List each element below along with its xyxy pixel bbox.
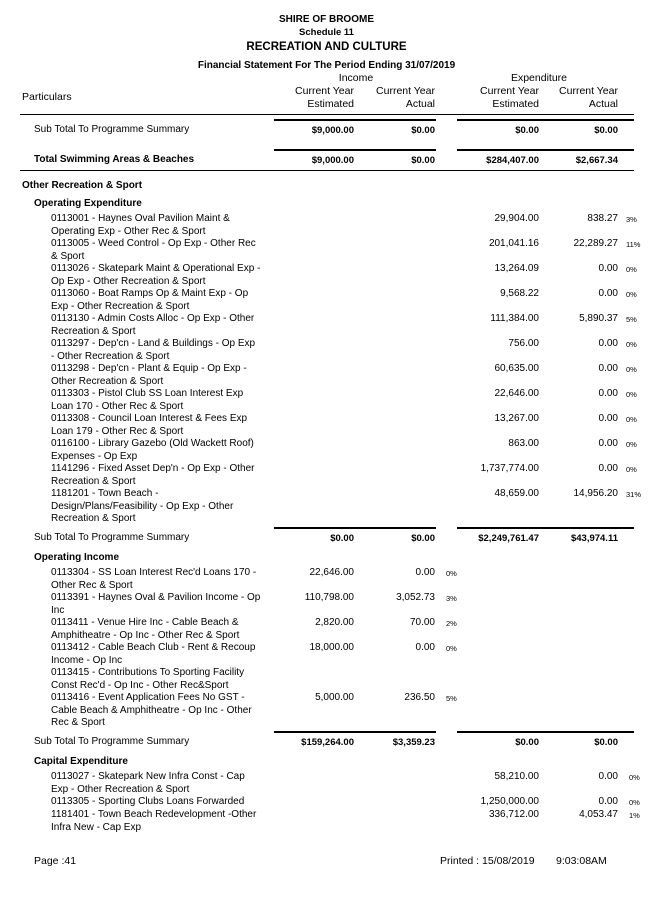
line-item-percent: 31%	[626, 490, 642, 499]
line-item-percent: 5%	[446, 694, 457, 703]
line-item-estimated: 22,646.00	[494, 388, 539, 399]
line-item-description: 0113001 - Haynes Oval Pavilion Maint & Operating Exp - Other Rec & Sport	[51, 213, 230, 237]
printed-date: Printed : 15/08/2019	[440, 855, 535, 867]
income-estimated-header: Current Year Estimated	[295, 85, 354, 110]
line-item-description: 0113298 - Dep'cn - Plant & Equip - Op Exp - Other Recreation & Sport	[51, 363, 247, 387]
line-item-estimated: 111,384.00	[490, 313, 539, 324]
page-number: Page :41	[34, 855, 77, 867]
line-item-estimated: 58,210.00	[494, 771, 539, 782]
expenditure-group-header: Expenditure	[510, 72, 568, 84]
line-item-description: 0113130 - Admin Costs Alloc - Op Exp - Other Recreation & Sport	[51, 313, 255, 337]
line-item-percent: 0%	[626, 290, 637, 299]
period-title: Financial Statement For The Period Ending 31/07/2019	[197, 60, 456, 71]
line-item-actual: 0.00	[598, 438, 618, 449]
line-item-percent: 3%	[446, 594, 457, 603]
line-item-description: 1181201 - Town Beach - Design/Plans/Feasibility - Op Exp - Other Recreation & Sport	[51, 488, 234, 524]
line-item-percent: 0%	[629, 773, 640, 782]
line-item-description: 0113005 - Weed Control - Op Exp - Other Rec & Sport	[51, 238, 256, 262]
line-item-actual: 0.00	[598, 796, 618, 807]
line-item-description: 0113305 - Sporting Clubs Loans Forwarded	[51, 796, 245, 807]
line-item-actual: 3,052.73	[396, 592, 435, 603]
line-item-percent: 11%	[626, 240, 641, 249]
particulars-header: Particulars	[22, 91, 72, 103]
line-item-description: 0113297 - Dep'cn - Land & Buildings - Op Exp - Other Recreation & Sport	[51, 338, 256, 362]
line-item-percent: 3%	[626, 215, 637, 224]
subtotal-income-actual: $0.00	[411, 125, 435, 136]
line-item-description: 0113304 - SS Loan Interest Rec'd Loans 170 - Other Rec & Sport	[51, 567, 257, 591]
line-item-actual: 0.00	[415, 642, 435, 653]
subtotal-label: Sub Total To Programme Summary	[34, 736, 190, 747]
line-item-description: 0113412 - Cable Beach Club - Rent & Recoup Income - Op Inc	[51, 642, 256, 666]
expenditure-total-rule	[457, 149, 634, 151]
expenditure-total-rule	[457, 119, 634, 121]
line-item-actual: 0.00	[415, 567, 435, 578]
line-item-actual: 4,053.47	[579, 809, 618, 820]
income-total-rule	[274, 731, 436, 733]
line-item-estimated: 336,712.00	[488, 809, 539, 820]
line-item-percent: 0%	[626, 365, 637, 374]
line-item-actual: 0.00	[598, 413, 618, 424]
income-total-rule	[274, 119, 436, 121]
schedule-number: Schedule 11	[299, 27, 354, 38]
line-item-percent: 0%	[446, 644, 457, 653]
swimming-income-actual: $0.00	[411, 155, 435, 166]
line-item-actual: 5,890.37	[579, 313, 618, 324]
subtotal-income-actual: $3,359.23	[392, 737, 435, 748]
expenditure-total-rule	[457, 731, 634, 733]
line-item-actual: 0.00	[598, 363, 618, 374]
line-item-actual: 236.50	[404, 692, 435, 703]
line-item-percent: 1%	[629, 811, 640, 820]
line-item-estimated: 2,820.00	[315, 617, 354, 628]
expenditure-total-rule	[457, 527, 634, 529]
line-item-actual: 0.00	[598, 338, 618, 349]
line-item-estimated: 1,250,000.00	[480, 796, 539, 807]
subtotal-income-estimated: $9,000.00	[311, 125, 354, 136]
line-item-estimated: 13,264.09	[494, 263, 539, 274]
line-item-estimated: 1,737,774.00	[480, 463, 539, 474]
line-item-actual: 0.00	[598, 771, 618, 782]
subtotal-income-actual: $0.00	[411, 533, 435, 544]
line-item-percent: 0%	[626, 440, 637, 449]
subtotal-expenditure-estimated: $0.00	[515, 125, 539, 136]
line-item-percent: 0%	[626, 265, 637, 274]
income-total-rule	[274, 527, 436, 529]
subtotal-income-estimated: $159,264.00	[301, 737, 354, 748]
line-item-estimated: 9,568.22	[500, 288, 539, 299]
line-item-estimated: 29,904.00	[494, 213, 539, 224]
printed-time: 9:03:08AM	[556, 855, 607, 867]
organization-name: SHIRE OF BROOME	[278, 14, 374, 25]
line-item-description: 0113303 - Pistol Club SS Loan Interest Exp Loan 170 - Other Rec & Sport	[51, 388, 244, 412]
line-item-actual: 14,956.20	[573, 488, 618, 499]
line-item-description: 0113415 - Contributions To Sporting Facility Const Rec'd - Op Inc - Other Rec&Sport	[51, 667, 245, 691]
line-item-description: 0113308 - Council Loan Interest & Fees Exp Loan 179 - Other Rec & Sport	[51, 413, 248, 437]
page-title: RECREATION AND CULTURE	[246, 41, 407, 53]
line-item-description: 0113060 - Boat Ramps Op & Maint Exp - Op Exp - Other Recreation & Sport	[51, 288, 249, 312]
subtotal-expenditure-estimated: $2,249,761.47	[478, 533, 539, 544]
swimming-total-label: Total Swimming Areas & Beaches	[34, 154, 195, 165]
line-item-estimated: 48,659.00	[494, 488, 539, 499]
line-item-percent: 0%	[446, 569, 457, 578]
line-item-estimated: 18,000.00	[309, 642, 354, 653]
section-heading: Operating Income	[34, 552, 120, 563]
line-item-percent: 0%	[626, 465, 637, 474]
line-item-description: 0113027 - Skatepark New Infra Const - Cap Exp - Other Recreation & Sport	[51, 771, 245, 795]
section-divider	[20, 170, 634, 171]
line-item-percent: 0%	[626, 390, 637, 399]
line-item-estimated: 60,635.00	[494, 363, 539, 374]
subtotal-income-estimated: $0.00	[330, 533, 354, 544]
swimming-expenditure-actual: $2,667.34	[575, 155, 618, 166]
income-actual-header: Current Year Actual	[376, 85, 435, 110]
line-item-actual: 0.00	[598, 463, 618, 474]
subtotal-expenditure-actual: $0.00	[594, 737, 618, 748]
line-item-description: 0113026 - Skatepark Maint & Operational Exp - Op Exp - Other Recreation & Sport	[51, 263, 261, 287]
income-total-rule	[274, 149, 436, 151]
subtotal-label: Sub Total To Programme Summary	[34, 124, 190, 135]
line-item-description: 0113416 - Event Application Fees No GST - Cable Beach & Amphitheatre - Op Inc - Other Rec & Sport	[51, 692, 252, 728]
income-group-header: Income	[338, 72, 374, 84]
swimming-expenditure-estimated: $284,407.00	[486, 155, 539, 166]
header-divider	[20, 114, 634, 115]
line-item-description: 0116100 - Library Gazebo (Old Wackett Roof) Expenses - Op Exp	[51, 438, 254, 462]
subtotal-expenditure-actual: $43,974.11	[570, 533, 618, 544]
subtotal-expenditure-actual: $0.00	[594, 125, 618, 136]
line-item-actual: 0.00	[598, 388, 618, 399]
subtotal-expenditure-estimated: $0.00	[515, 737, 539, 748]
section-heading: Other Recreation & Sport	[22, 180, 143, 191]
line-item-actual: 70.00	[409, 617, 435, 628]
expenditure-estimated-header: Current Year Estimated	[480, 85, 539, 110]
line-item-estimated: 756.00	[508, 338, 539, 349]
expenditure-actual-header: Current Year Actual	[559, 85, 618, 110]
section-heading: Capital Expenditure	[34, 756, 128, 767]
line-item-actual: 22,289.27	[573, 238, 618, 249]
line-item-estimated: 201,041.16	[488, 238, 539, 249]
swimming-income-estimated: $9,000.00	[311, 155, 354, 166]
line-item-description: 0113391 - Haynes Oval & Pavilion Income - Op Inc	[51, 592, 261, 616]
line-item-percent: 5%	[626, 315, 637, 324]
line-item-estimated: 110,798.00	[304, 592, 354, 603]
line-item-percent: 0%	[626, 415, 637, 424]
line-item-estimated: 22,646.00	[309, 567, 354, 578]
line-item-actual: 0.00	[598, 288, 618, 299]
line-item-actual: 0.00	[598, 263, 618, 274]
line-item-estimated: 13,267.00	[494, 413, 539, 424]
line-item-description: 0113411 - Venue Hire Inc - Cable Beach & Amphitheatre - Op Inc - Other Rec & Sport	[51, 617, 240, 641]
line-item-percent: 0%	[626, 340, 637, 349]
line-item-estimated: 5,000.00	[315, 692, 354, 703]
line-item-percent: 0%	[629, 798, 640, 807]
line-item-description: 1181401 - Town Beach Redevelopment -Other Infra New - Cap Exp	[51, 809, 257, 833]
line-item-description: 1141296 - Fixed Asset Dep'n - Op Exp - Other Recreation & Sport	[51, 463, 255, 487]
section-heading: Operating Expenditure	[34, 198, 142, 209]
line-item-actual: 838.27	[587, 213, 618, 224]
line-item-estimated: 863.00	[508, 438, 539, 449]
subtotal-label: Sub Total To Programme Summary	[34, 532, 190, 543]
line-item-percent: 2%	[446, 619, 457, 628]
